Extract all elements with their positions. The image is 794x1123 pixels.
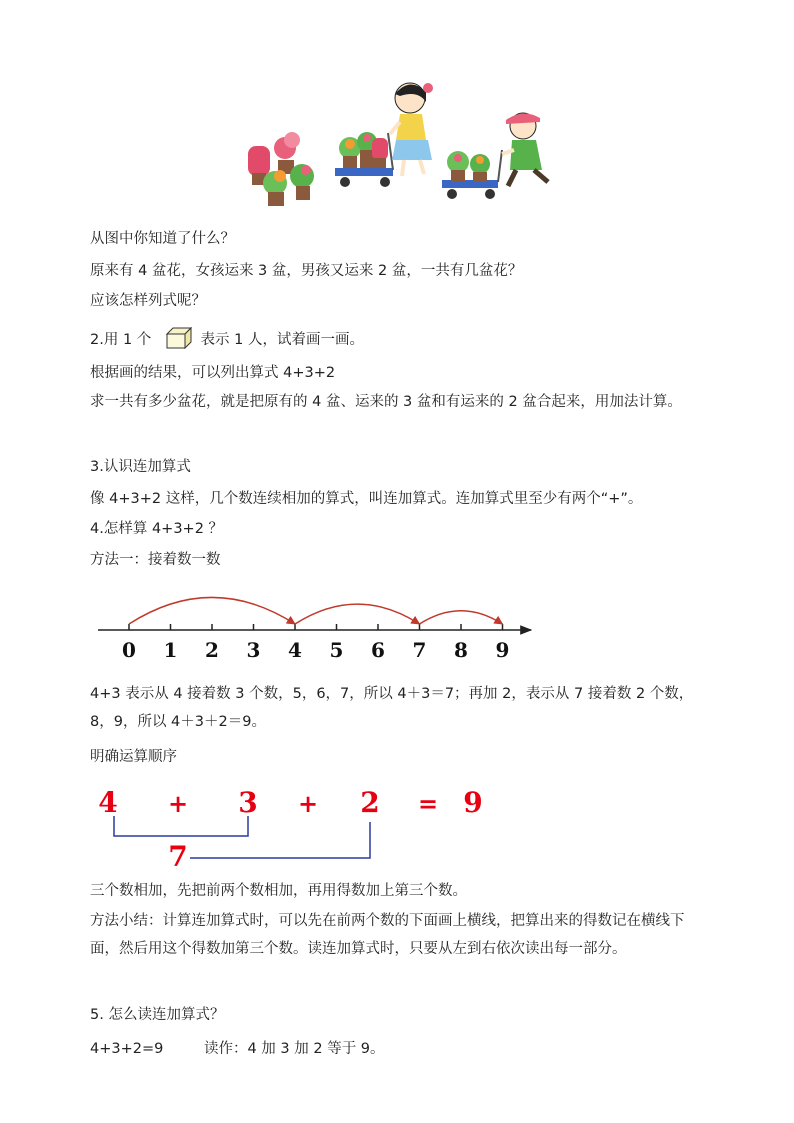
- hop-arrow-4-to-7: [295, 604, 420, 624]
- number-line-label-4: 4: [288, 638, 302, 662]
- equation-term-4: 2: [360, 786, 380, 819]
- section-4-title: 4.怎样算 4+3+2 ？: [90, 521, 224, 537]
- number-line-label-6: 6: [371, 638, 385, 662]
- number-line-label-0: 0: [122, 638, 136, 662]
- children-pushing-flower-carts-illustration: [240, 78, 570, 213]
- number-line: [95, 590, 540, 670]
- method-summary: 方法小结：计算连加算式时，可以先在前两个数的下面画上横线，把算出来的得数记在横线下面，然后用这个得数加第三个数。读连加算式时，只要从左到右依次读出每一部分。: [90, 913, 685, 957]
- reading-formula: 4+3+2=9: [90, 1041, 164, 1057]
- equation-term-3: +: [297, 789, 319, 818]
- draw-instruction-pre: 2.用 1 个: [90, 332, 152, 348]
- equation-term-0: 4: [98, 786, 118, 819]
- method-one-title: 方法一：接着数一数: [90, 552, 221, 568]
- number-line-label-5: 5: [329, 638, 344, 662]
- number-line-label-1: 1: [163, 638, 178, 662]
- partial-sum: 7: [168, 840, 188, 873]
- hop-arrow-7-to-9: [420, 611, 503, 624]
- equation-term-6: 9: [463, 786, 483, 819]
- operation-order-diagram: [90, 782, 510, 874]
- hop-arrow-0-to-4: [129, 597, 295, 624]
- cube-icon: [166, 327, 192, 349]
- question-problem-statement: 原来有 4 盆花，女孩运来 3 盆，男孩又运来 2 盆，一共有几盆花？: [90, 263, 523, 279]
- number-line-label-7: 7: [412, 638, 427, 662]
- equation-term-1: +: [167, 789, 189, 818]
- question-what-do-you-know: 从图中你知道了什么？: [90, 231, 235, 247]
- draw-instruction-post: 表示 1 人，试着画一画。: [200, 332, 364, 348]
- question-how-to-write: 应该怎样列式呢？: [90, 293, 206, 309]
- operation-order-text: 三个数相加，先把前两个数相加，再用得数加上第三个数。: [90, 883, 467, 899]
- number-line-label-2: 2: [205, 638, 219, 662]
- result-formula-text: 根据画的结果，可以列出算式 4+3+2: [90, 365, 336, 381]
- draw-instruction: [90, 327, 364, 349]
- flower-pots: [248, 132, 314, 206]
- equation-term-2: 3: [238, 786, 258, 819]
- number-line-label-3: 3: [246, 638, 261, 662]
- girl-with-cart: [335, 83, 433, 187]
- number-line-label-8: 8: [454, 638, 468, 662]
- section-5-title: 5. 怎么读连加算式？: [90, 1007, 225, 1023]
- number-line-label-9: 9: [495, 638, 510, 662]
- explanation-text: 求一共有多少盆花，就是把原有的 4 盆、运来的 3 盆和有运来的 2 盆合起来，用加法计算。: [90, 394, 682, 410]
- reading-example: [90, 1040, 385, 1058]
- reading-text: 读作：4 加 3 加 2 等于 9。: [203, 1041, 385, 1057]
- equation-term-5: =: [417, 789, 439, 818]
- counting-explanation: 4+3 表示从 4 接着数 3 个数，5，6，7，所以 4＋3＝7；再加 2，表示从 7 接着数 2 个数，8，9，所以 4＋3＋2＝9。: [90, 686, 694, 730]
- section-3-title: 3.认识连加算式: [90, 459, 191, 475]
- partial-sum-bracket: [190, 822, 370, 858]
- first-pair-bracket: [114, 816, 248, 836]
- operation-order-title: 明确运算顺序: [90, 749, 177, 765]
- boy-with-cart: [442, 113, 548, 199]
- continuous-addition-definition: 像 4+3+2 这样，几个数连续相加的算式，叫连加算式。连加算式里至少有两个“+”。: [90, 491, 643, 507]
